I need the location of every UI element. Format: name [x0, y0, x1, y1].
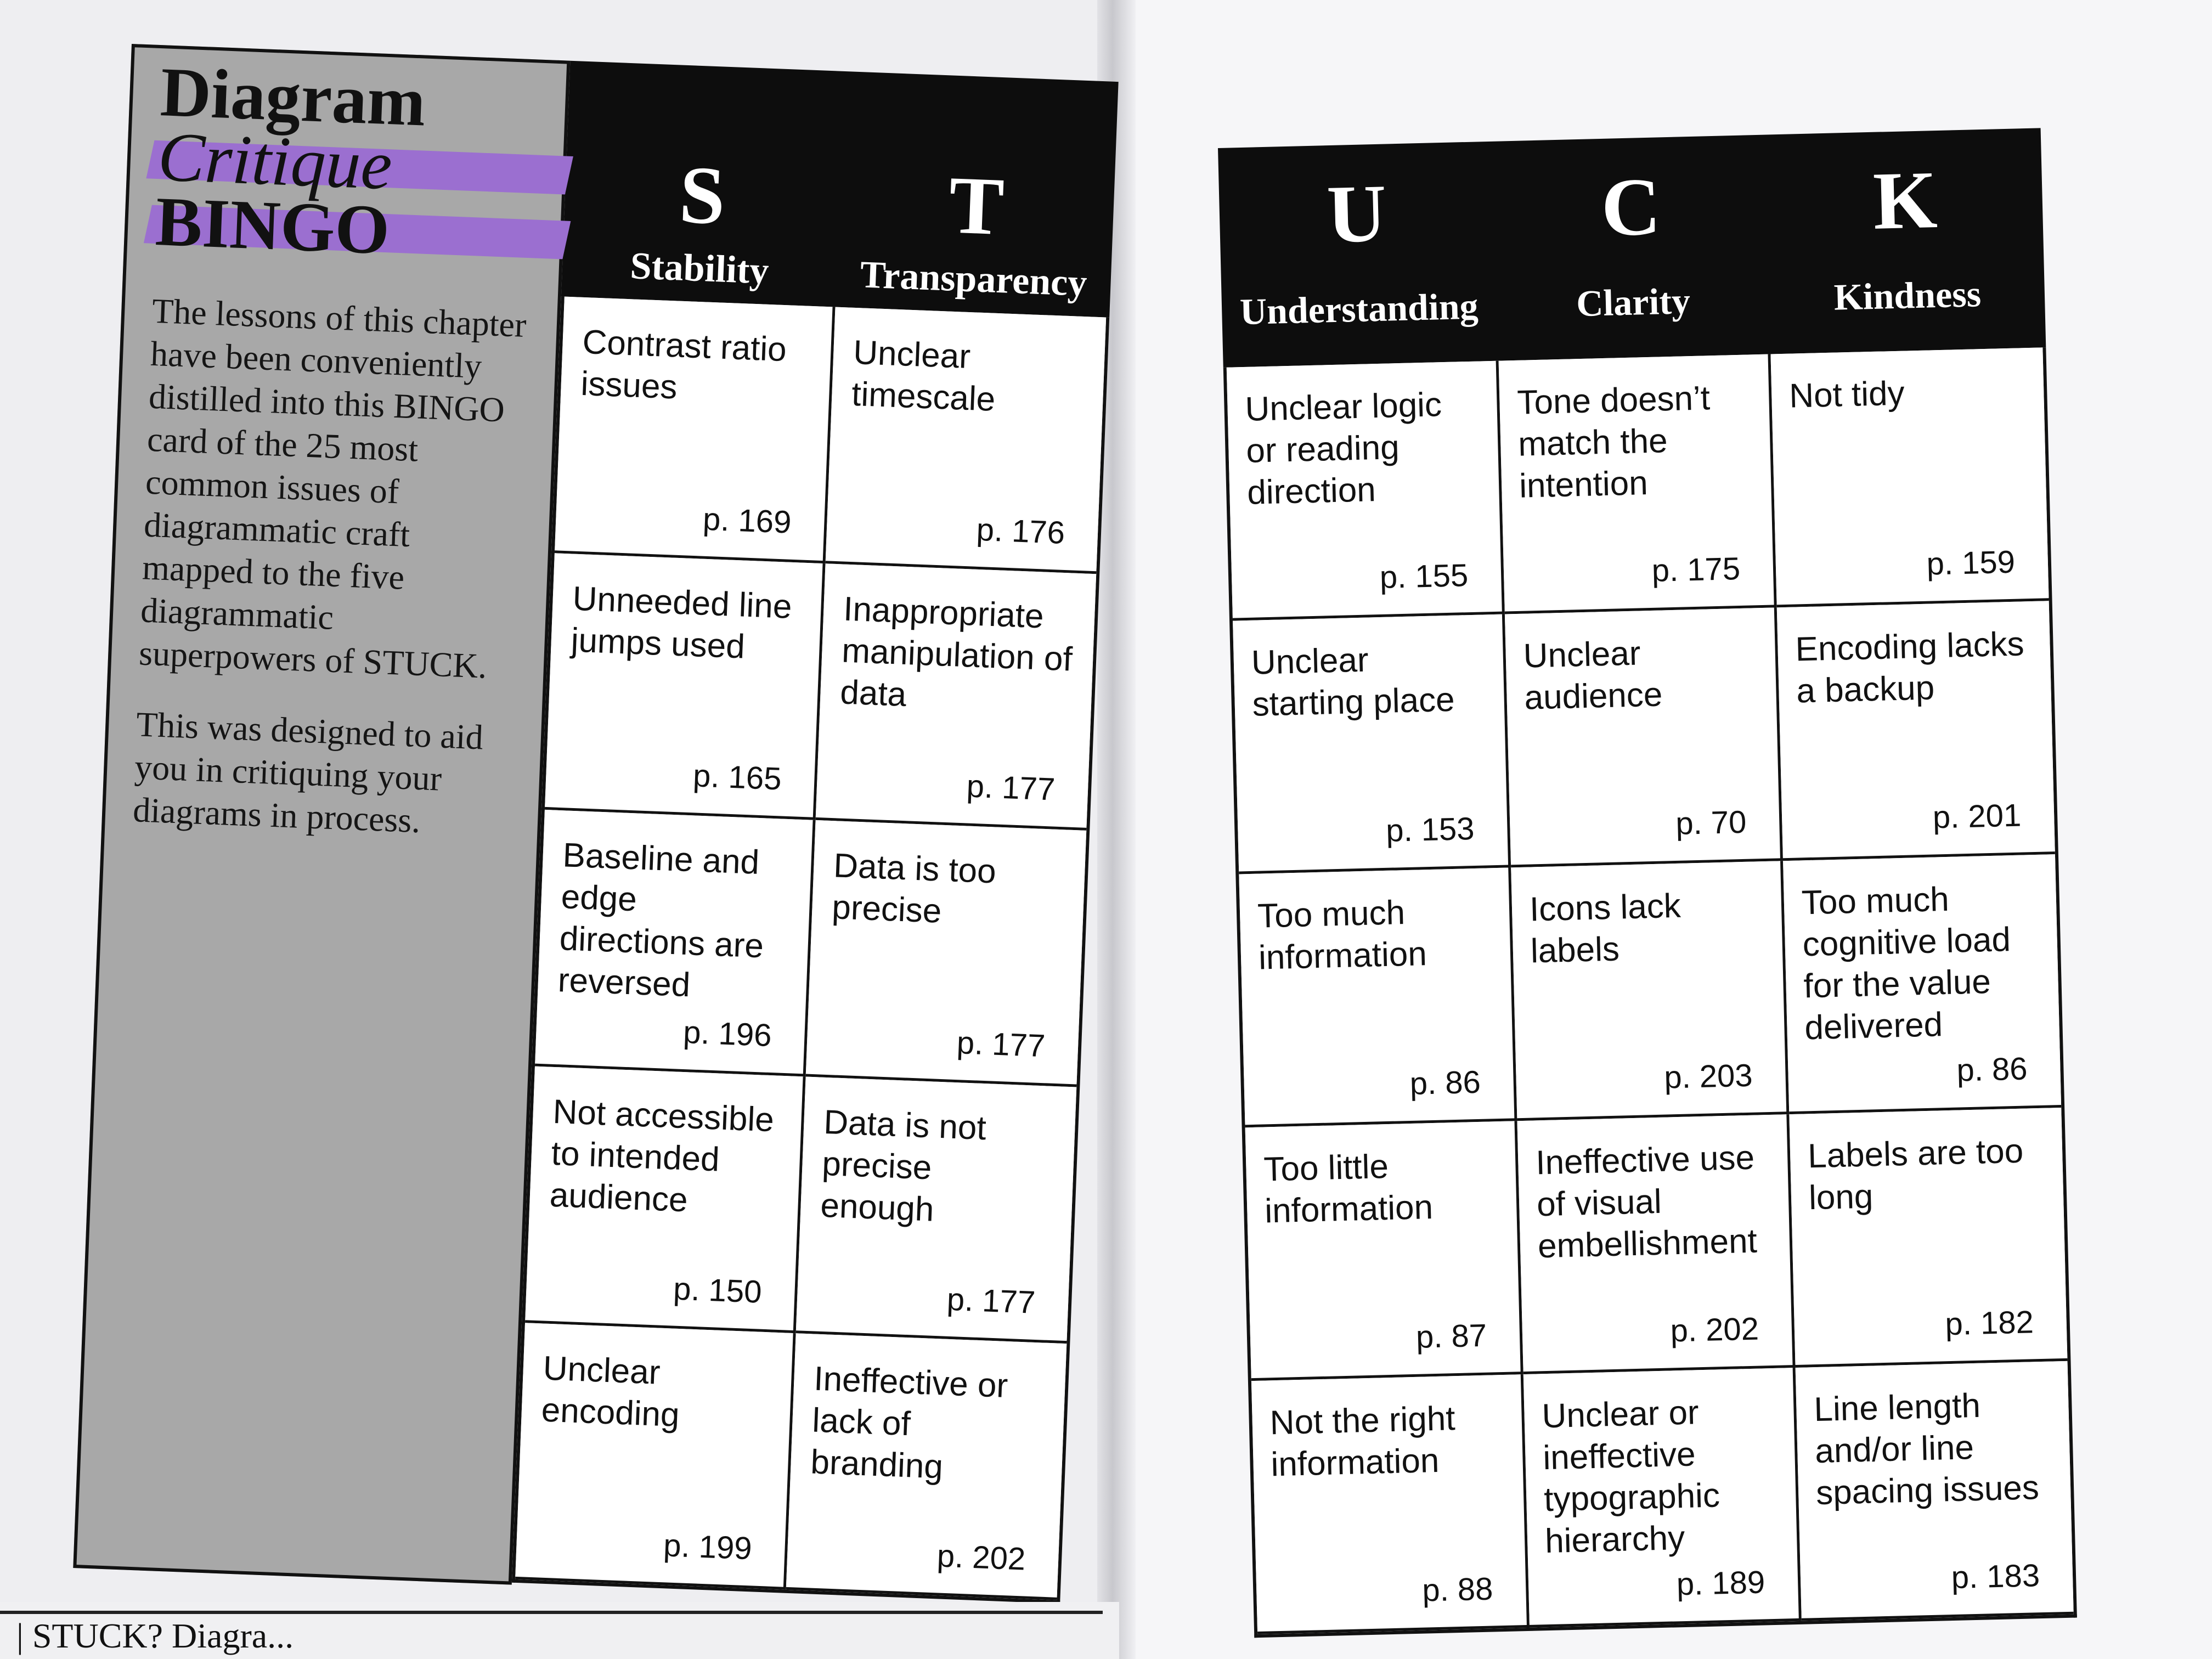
- intro-panel: [73, 44, 570, 1585]
- cell-text: Unclear starting place: [1251, 641, 1455, 724]
- bingo-cell: [1239, 867, 1517, 1127]
- footer-rule: [0, 1611, 1103, 1614]
- bingo-cell: [786, 1333, 1067, 1600]
- cell-text: Line length and/or line spacing issues: [1813, 1386, 2040, 1513]
- cell-page-ref: p. 201: [1932, 797, 2022, 836]
- bingo-cell: [816, 563, 1097, 831]
- running-footer: | STUCK? Diagra...: [16, 1616, 294, 1655]
- intro-paragraph-1: The lessons of this chapter have been conveniently distilled into this BINGO card of the 25 most common issues of diagrammatic craft mapped to the five diagrammatic superpowers of STUCK.: [138, 291, 527, 686]
- column-header-u: [1218, 142, 1498, 368]
- cell-text: Data is not precise enough: [820, 1103, 987, 1229]
- bingo-cell: [1783, 854, 2061, 1114]
- cell-page-ref: p. 165: [692, 758, 782, 797]
- column-letter: S: [678, 149, 727, 242]
- cell-text: Inappropriate manipulation of data: [839, 590, 1074, 714]
- cell-page-ref: p. 202: [936, 1538, 1026, 1577]
- bingo-cell: [826, 307, 1107, 574]
- cell-text: Labels are too long: [1807, 1132, 2024, 1217]
- cell-page-ref: p. 176: [975, 511, 1066, 551]
- column-letter: U: [1325, 167, 1388, 261]
- cell-page-ref: p. 86: [1409, 1064, 1481, 1102]
- cell-page-ref: p. 88: [1421, 1571, 1494, 1609]
- bingo-cell: [1789, 1108, 2067, 1368]
- bingo-cell: [1245, 1121, 1523, 1381]
- cell-text: Baseline and edge directions are reversed: [557, 836, 765, 1005]
- cell-page-ref: p. 202: [1669, 1311, 1759, 1349]
- cell-text: Unclear or ineffective typographic hierarchy: [1541, 1393, 1720, 1561]
- column-letter: C: [1600, 161, 1662, 253]
- column-header-k: [1767, 128, 2046, 354]
- column-headers-right: [1218, 128, 2046, 368]
- cell-page-ref: p. 86: [1956, 1051, 2028, 1088]
- cell-text: Too little information: [1263, 1147, 1434, 1231]
- card-title: [154, 53, 556, 269]
- cell-text: Encoding lacks a backup: [1795, 625, 2025, 710]
- cell-page-ref: p. 182: [1944, 1304, 2034, 1342]
- title-line-2: Critique: [157, 124, 554, 204]
- column-letter: K: [1872, 154, 1939, 247]
- cell-text: Ineffective use of visual embellishment: [1535, 1138, 1758, 1266]
- bingo-cell: [1796, 1361, 2074, 1621]
- cell-page-ref: p. 159: [1926, 544, 2016, 582]
- cell-text: Unneeded line jumps used: [570, 579, 793, 666]
- title-line-3: BINGO: [154, 189, 551, 269]
- column-header-t: [836, 71, 1119, 318]
- bingo-cell: [1227, 361, 1505, 621]
- cells-right: [1223, 347, 2077, 1638]
- cell-page-ref: p. 196: [682, 1014, 772, 1054]
- column-header-c: [1492, 135, 1772, 361]
- bingo-cell: [555, 297, 836, 564]
- cell-text: Icons lack labels: [1529, 887, 1681, 970]
- bingo-cell: [1233, 614, 1511, 874]
- bingo-cell: [515, 1323, 796, 1590]
- column-word: Transparency: [859, 253, 1088, 305]
- cell-page-ref: p. 175: [1651, 550, 1741, 589]
- bingo-cell: [806, 820, 1087, 1087]
- bingo-cell: [1777, 601, 2055, 861]
- bingo-cell: [796, 1077, 1077, 1344]
- bingo-cell: [545, 553, 826, 820]
- bingo-cell: [535, 810, 816, 1077]
- cell-page-ref: p. 199: [663, 1527, 753, 1567]
- cell-page-ref: p. 87: [1415, 1317, 1487, 1355]
- bingo-cell: [1505, 607, 1783, 867]
- cell-text: Not accessible to intended audience: [549, 1092, 775, 1220]
- column-header-s: [561, 61, 844, 307]
- cell-text: Not the right information: [1269, 1400, 1456, 1484]
- right-bingo-card: [1218, 128, 2077, 1629]
- bingo-cell: [1499, 354, 1777, 614]
- cell-page-ref: p. 189: [1676, 1564, 1765, 1602]
- cell-page-ref: p. 183: [1951, 1558, 2040, 1596]
- cell-text: Unclear audience: [1522, 634, 1663, 717]
- cell-page-ref: p. 177: [966, 768, 1056, 808]
- column-word: Stability: [629, 245, 770, 292]
- cell-page-ref: p. 70: [1675, 804, 1747, 842]
- bingo-cell: [1517, 1114, 1795, 1374]
- cell-text: Tone doesn’t match the intention: [1516, 379, 1711, 505]
- cell-text: Unclear encoding: [540, 1349, 680, 1435]
- column-letter: T: [947, 159, 1006, 253]
- column-word: Understanding: [1239, 285, 1479, 333]
- column-headers-left: [561, 61, 1119, 318]
- cell-page-ref: p. 177: [956, 1025, 1046, 1064]
- cell-page-ref: p. 203: [1663, 1057, 1753, 1096]
- column-word: Clarity: [1576, 280, 1691, 325]
- bingo-grid-left: [512, 61, 1119, 1604]
- cell-text: Contrast ratio issues: [580, 323, 787, 407]
- cell-text: Too much cognitive load for the value delivered: [1801, 880, 2011, 1047]
- intro-paragraph-2: This was designed to aid you in critiquing your diagrams in process.: [132, 704, 484, 840]
- cell-text: Unclear logic or reading direction: [1244, 386, 1442, 512]
- bingo-cell: [1251, 1374, 1530, 1634]
- cell-text: Ineffective or lack of branding: [810, 1359, 1009, 1486]
- cell-page-ref: p. 155: [1379, 557, 1469, 596]
- bingo-cell: [525, 1066, 806, 1334]
- intro-text: [131, 290, 531, 874]
- cell-text: Data is too precise: [831, 847, 997, 930]
- cell-page-ref: p. 169: [702, 501, 792, 540]
- cell-page-ref: p. 153: [1385, 810, 1475, 849]
- title-line-1: Diagram: [159, 53, 427, 141]
- bingo-cell: [1523, 1368, 1802, 1628]
- column-word: Kindness: [1833, 273, 1982, 318]
- cell-text: Too much information: [1257, 894, 1427, 977]
- cells-left: [512, 296, 1109, 1604]
- cell-page-ref: p. 177: [946, 1281, 1036, 1321]
- cell-page-ref: p. 150: [673, 1271, 763, 1310]
- bingo-cell: [1511, 861, 1789, 1121]
- cell-text: Unclear timescale: [851, 333, 996, 419]
- bingo-cell: [1770, 347, 2049, 607]
- left-bingo-card: [73, 44, 1118, 1606]
- cell-text: Not tidy: [1788, 374, 1905, 415]
